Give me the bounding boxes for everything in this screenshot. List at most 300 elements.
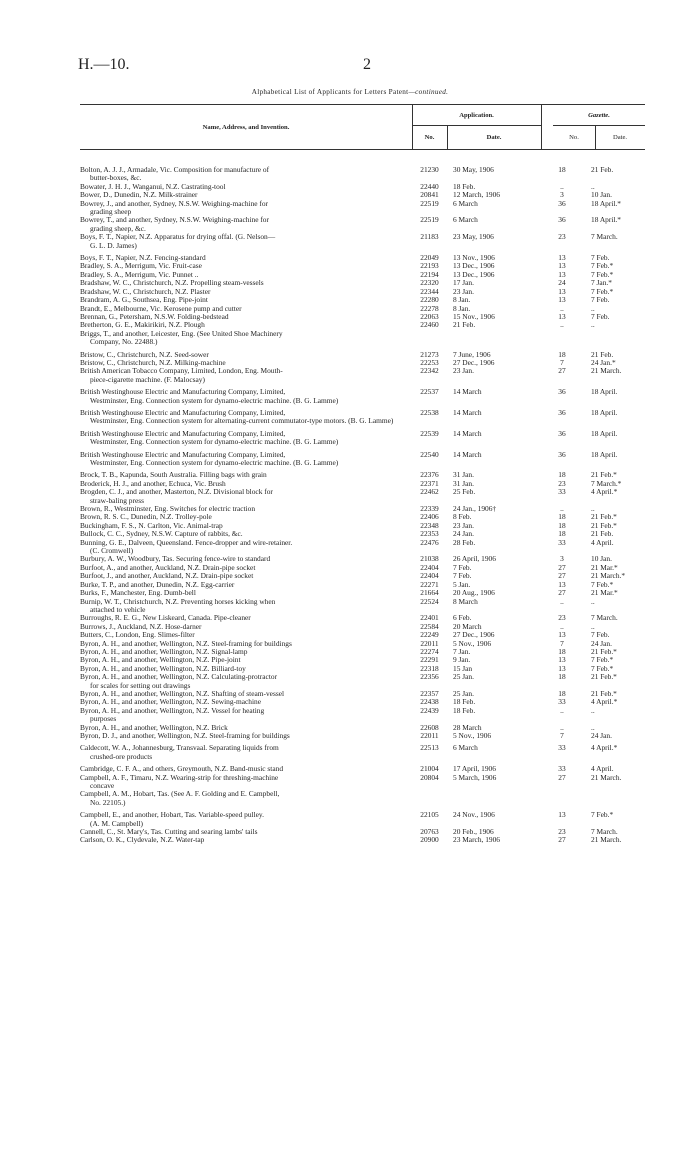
gazette-number: 13 bbox=[558, 286, 566, 296]
applicant-cell bbox=[80, 539, 412, 556]
gazette-number: 27 bbox=[558, 366, 566, 376]
applicant-cell bbox=[80, 774, 412, 791]
gazette-number bbox=[541, 330, 583, 347]
applicant-text-continued: grading sheep, &c. bbox=[90, 223, 146, 233]
application-number: 22404 bbox=[420, 562, 439, 572]
table-row bbox=[80, 166, 645, 183]
applicant-cell bbox=[80, 488, 412, 505]
table-row bbox=[80, 409, 645, 426]
application-date: 13 Nov., 1906 bbox=[453, 253, 495, 263]
application-date: 9 Jan. bbox=[453, 655, 471, 665]
column-header-gazette: Gazette. bbox=[588, 112, 610, 119]
gazette-date: 18 April. bbox=[591, 407, 618, 417]
applicant-cell bbox=[80, 673, 412, 690]
gazette-date: 4 April. bbox=[591, 764, 614, 774]
gazette-number: 18 bbox=[558, 672, 566, 682]
applicant-text: Byron, A. H., and another, Wellington, N.Z. Calculating-protractor bbox=[80, 672, 278, 682]
applicant-text: British Westinghouse Electric and Manufacturing Company, Limited, bbox=[80, 428, 286, 438]
applicant-text: British American Tobacco Company, Limited, London, Eng. Mouth- bbox=[80, 366, 283, 376]
gazette-number: 13 bbox=[558, 810, 566, 820]
applicant-text: Campbell, A. M., Hobart, Tas. (See A. F. Golding and E. Campbell, bbox=[80, 789, 280, 799]
applicant-text: Bristow, C., Christchurch, N.Z. Milking-machine bbox=[80, 357, 226, 367]
application-date: 14 March bbox=[453, 387, 482, 397]
gazette-number: 18 bbox=[558, 165, 566, 174]
table-row bbox=[80, 598, 645, 615]
gazette-number: 13 bbox=[558, 630, 566, 640]
application-number: 22291 bbox=[420, 655, 439, 665]
applicant-text: Byron, A. H., and another, Wellington, N.Z. Signal-lamp bbox=[80, 646, 248, 656]
applicant-cell bbox=[80, 836, 412, 844]
applicant-text-continued: straw-baling press bbox=[90, 495, 144, 505]
application-number: 22348 bbox=[420, 520, 439, 530]
gazette-number: 36 bbox=[558, 215, 566, 225]
application-number: 20900 bbox=[420, 835, 439, 845]
application-number: 22439 bbox=[420, 705, 439, 715]
application-number: 22537 bbox=[420, 387, 439, 397]
gazette-date: 7 Feb.* bbox=[591, 810, 614, 820]
applicant-text: Byron, A. H., and another, Wellington, N.Z. Shafting of steam-vessel bbox=[80, 688, 285, 698]
application-number: 22540 bbox=[420, 449, 439, 459]
gazette-number: .. bbox=[560, 320, 564, 330]
gazette-date: .. bbox=[591, 722, 595, 732]
applicant-text: Brock, T. B., Kapunda, South Australia. Filling bags with grain bbox=[80, 470, 267, 480]
application-date: 8 Jan. bbox=[453, 303, 471, 313]
application-number: 22371 bbox=[420, 478, 439, 488]
table-row bbox=[80, 216, 645, 233]
applicant-text: Campbell, E., and another, Hobart, Tas. Variable-speed pulley. bbox=[80, 810, 264, 820]
application-number: 22318 bbox=[420, 663, 439, 673]
table-row bbox=[80, 330, 645, 347]
applicant-text: Burbury, A. W., Woodbury, Tas. Securing fence-wire to standard bbox=[80, 554, 271, 564]
gazette-date: 18 April. bbox=[591, 387, 618, 397]
applicant-cell bbox=[80, 409, 412, 426]
gazette-date: .. bbox=[591, 504, 595, 514]
gazette-number: 23 bbox=[558, 478, 566, 488]
application-number: 22274 bbox=[420, 646, 439, 656]
gazette-number: 13 bbox=[558, 261, 566, 271]
application-date: 6 March bbox=[453, 743, 478, 753]
gazette-number: .. bbox=[560, 722, 564, 732]
application-number: 21183 bbox=[420, 232, 439, 242]
application-date: 18 Feb. bbox=[453, 697, 476, 707]
application-date: 5 Jan. bbox=[453, 579, 471, 589]
application-date: 8 March bbox=[453, 596, 478, 606]
applicant-cell bbox=[80, 388, 412, 405]
application-date: 13 Dec., 1906 bbox=[453, 269, 495, 279]
applicant-text: Byron, A. H., and another, Wellington, N.Z. Vessel for heating bbox=[80, 705, 265, 715]
gazette-number: 23 bbox=[558, 613, 566, 623]
gazette-number: .. bbox=[560, 303, 564, 313]
table-row bbox=[80, 744, 645, 761]
application-number: 22063 bbox=[420, 311, 439, 321]
column-header-app-no: No. bbox=[424, 134, 435, 141]
table-row bbox=[80, 233, 645, 250]
application-number: 22519 bbox=[420, 215, 439, 225]
applicant-text-continued: crushed-ore products bbox=[90, 751, 153, 761]
applicant-cell bbox=[80, 811, 412, 828]
applicant-text: Boys, F. T., Napier, N.Z. Apparatus for drying offal. (G. Nelson— bbox=[80, 232, 276, 242]
gazette-date: 21 Feb.* bbox=[591, 688, 617, 698]
applicant-text-continued: Westminster, Eng. Connection system for dynamo-electric machine. (B. G. Lamme) bbox=[90, 437, 339, 447]
gazette-number: 33 bbox=[558, 764, 566, 774]
applicant-text: Byron, A. H., and another, Wellington, N.Z. Pipe-joint bbox=[80, 655, 241, 665]
gazette-date: .. bbox=[591, 181, 595, 191]
application-date: 18 Feb. bbox=[453, 181, 476, 191]
application-date: 17 April, 1906 bbox=[453, 764, 496, 774]
applicant-cell bbox=[80, 707, 412, 724]
gazette-date: 21 Mar.* bbox=[591, 588, 618, 598]
gazette-number: 18 bbox=[558, 688, 566, 698]
table-row bbox=[80, 707, 645, 724]
gazette-date: 21 Feb. bbox=[591, 529, 614, 539]
applicant-cell bbox=[80, 451, 412, 468]
gazette-number: 36 bbox=[558, 407, 566, 417]
application-number: 21038 bbox=[420, 554, 439, 564]
page-number: 2 bbox=[363, 56, 371, 73]
applicant-text: Bunning, G. E., Dalveen, Queensland. Fence-dropper and wire-retainer. bbox=[80, 537, 293, 547]
application-date: 23 Jan. bbox=[453, 520, 474, 530]
application-date: 27 Dec., 1906 bbox=[453, 630, 495, 640]
gazette-date: 4 April.* bbox=[591, 743, 618, 753]
gazette-date: 18 April.* bbox=[591, 215, 621, 225]
gazette-number: 13 bbox=[558, 311, 566, 321]
application-date: 31 Jan. bbox=[453, 478, 474, 488]
gazette-number: 33 bbox=[558, 487, 566, 497]
applicant-cell bbox=[80, 430, 412, 447]
gazette-date: 7 March. bbox=[591, 613, 618, 623]
gazette-date: 21 Mar.* bbox=[591, 562, 618, 572]
gazette-number: 33 bbox=[558, 743, 566, 753]
application-number: 22519 bbox=[420, 198, 439, 208]
gazette-date: 7 Feb.* bbox=[591, 663, 614, 673]
applicant-text-continued: butter-boxes, &c. bbox=[90, 173, 142, 183]
table-row bbox=[80, 836, 645, 844]
application-date bbox=[447, 330, 541, 347]
application-date: 6 March bbox=[453, 198, 478, 208]
application-date: 31 Jan. bbox=[453, 470, 474, 480]
applicant-cell bbox=[80, 598, 412, 615]
gazette-date: 7 Feb.* bbox=[591, 579, 614, 589]
applicant-text: Burks, F., Manchester, Eng. Dumb-bell bbox=[80, 588, 196, 598]
applicant-text: Brogden, C. J., and another, Masterton, N.Z. Divisional block for bbox=[80, 487, 273, 497]
applicant-text: Burnip, W. T., Christchurch, N.Z. Preventing horses kicking when bbox=[80, 596, 276, 606]
application-date: 13 Dec., 1906 bbox=[453, 261, 495, 271]
gazette-number: 36 bbox=[558, 449, 566, 459]
column-header-gaz-no: No. bbox=[569, 134, 579, 141]
applicant-text: Bretherton, G. E., Makirikiri, N.Z. Plough bbox=[80, 320, 205, 330]
application-number: 22011 bbox=[420, 731, 439, 740]
gazette-date: 4 April.* bbox=[591, 697, 618, 707]
applicant-cell bbox=[80, 367, 412, 384]
gazette-number: 13 bbox=[558, 295, 566, 305]
gazette-date: 21 Feb.* bbox=[591, 646, 617, 656]
gazette-number: 3 bbox=[560, 190, 564, 200]
application-number: 21664 bbox=[420, 588, 439, 598]
gazette-number: 36 bbox=[558, 198, 566, 208]
applicant-text: Byron, A. H., and another, Wellington, N.Z. Billiard-toy bbox=[80, 663, 246, 673]
gazette-date: 7 Feb. bbox=[591, 295, 610, 305]
gazette-number: 18 bbox=[558, 349, 566, 359]
applicant-cell bbox=[80, 732, 412, 740]
application-date: 15 Jan bbox=[453, 663, 473, 673]
gazette-number: 7 bbox=[560, 731, 564, 740]
application-date: 25 Feb. bbox=[453, 487, 476, 497]
gazette-date: .. bbox=[591, 705, 595, 715]
gazette-number: 23 bbox=[558, 827, 566, 837]
gazette-date: 7 March. bbox=[591, 827, 618, 837]
application-date: 14 March bbox=[453, 428, 482, 438]
application-number: 22357 bbox=[420, 688, 439, 698]
application-number: 21004 bbox=[420, 764, 439, 774]
application-date: 6 March bbox=[453, 215, 478, 225]
gazette-date: .. bbox=[591, 303, 595, 313]
column-header-name: Name, Address, and Invention. bbox=[202, 124, 290, 131]
applicant-text-continued: for scales for setting out drawings bbox=[90, 680, 191, 690]
table-row bbox=[80, 200, 645, 217]
gazette-number: 33 bbox=[558, 697, 566, 707]
gazette-date: 21 Feb.* bbox=[591, 520, 617, 530]
table-row bbox=[80, 732, 645, 740]
applicant-text-continued: purposes bbox=[90, 714, 117, 724]
application-number: 22406 bbox=[420, 512, 439, 522]
gazette-date: 7 Feb.* bbox=[591, 269, 614, 279]
application-number: 22584 bbox=[420, 621, 439, 631]
application-date: 24 Nov., 1906 bbox=[453, 810, 495, 820]
application-number: 22440 bbox=[420, 181, 439, 191]
gazette-date: 21 March. bbox=[591, 366, 622, 376]
applicant-text: Byron, A. H., and another, Wellington, N.Z. Brick bbox=[80, 722, 228, 732]
application-date: 23 March, 1906 bbox=[453, 835, 501, 845]
gazette-number: 27 bbox=[558, 772, 566, 782]
gazette-date: 10 Jan. bbox=[591, 554, 612, 564]
gazette-number: .. bbox=[560, 596, 564, 606]
applicant-text: Boys, F. T., Napier, N.Z. Fencing-standard bbox=[80, 253, 206, 263]
applicant-text: Cambridge, C. F. A., and others, Greymouth, N.Z. Band-music stand bbox=[80, 764, 284, 774]
applicant-text: Burfoot, J., and another, Auckland, N.Z. Drain-pipe socket bbox=[80, 571, 254, 581]
applicant-text-continued: G. L. D. James) bbox=[90, 240, 137, 250]
gazette-date: 10 Jan. bbox=[591, 190, 612, 200]
applicant-text: Byron, A. H., and another, Wellington, N.Z. Sewing-machine bbox=[80, 697, 262, 707]
application-date: 20 Feb., 1906 bbox=[453, 827, 494, 837]
gazette-date: 21 Feb. bbox=[591, 165, 614, 174]
applicant-text: British Westinghouse Electric and Manufacturing Company, Limited, bbox=[80, 387, 286, 397]
gazette-number: 18 bbox=[558, 470, 566, 480]
application-number: 22194 bbox=[420, 269, 439, 279]
application-number: 22539 bbox=[420, 428, 439, 438]
applicant-text-continued: attached to vehicle bbox=[90, 604, 146, 614]
application-number: 22105 bbox=[420, 810, 439, 820]
gazette-date: 21 Feb.* bbox=[591, 512, 617, 522]
applicant-cell bbox=[80, 744, 412, 761]
applicant-cell bbox=[80, 200, 412, 217]
applicant-text-continued: Westminster, Eng. Connection system for dynamo-electric machine. (B. G. Lamme) bbox=[90, 395, 339, 405]
gazette-number: 27 bbox=[558, 588, 566, 598]
application-date: 18 Feb. bbox=[453, 705, 476, 715]
applicant-text-continued: Westminster, Eng. Connection system for dynamo-electric machine. (B. G. Lamme) bbox=[90, 458, 339, 467]
application-date: 6 Feb. bbox=[453, 613, 472, 623]
gazette-date: 7 March. bbox=[591, 232, 618, 242]
table-row bbox=[80, 790, 645, 807]
application-number: 21230 bbox=[420, 165, 439, 174]
gazette-number: .. bbox=[560, 705, 564, 715]
applicant-cell bbox=[80, 166, 412, 183]
application-number: 20763 bbox=[420, 827, 439, 837]
gazette-number: 24 bbox=[558, 278, 566, 288]
application-date: 5 Nov., 1906 bbox=[453, 638, 492, 648]
table-body bbox=[80, 166, 645, 845]
application-number: 22011 bbox=[420, 638, 439, 648]
gazette-number: 13 bbox=[558, 579, 566, 589]
table-row bbox=[80, 774, 645, 791]
gazette-number: .. bbox=[560, 504, 564, 514]
page-title: Alphabetical List of Applicants for Letters Patent—continued. bbox=[251, 88, 449, 96]
gazette-number: 33 bbox=[558, 537, 566, 547]
applicant-text: Burroughs, R. E. G., New Liskeard, Canada. Pipe-cleaner bbox=[80, 613, 251, 623]
application-date: 14 March bbox=[453, 449, 482, 459]
applicant-text: Butters, C., London, Eng. Slimes-filter bbox=[80, 630, 195, 640]
applicant-text: British Westinghouse Electric and Manufacturing Company, Limited, bbox=[80, 407, 286, 417]
gazette-number: 27 bbox=[558, 571, 566, 581]
application-number: 22438 bbox=[420, 697, 439, 707]
gazette-date: 4 April. bbox=[591, 537, 614, 547]
gazette-date: 7 Feb.* bbox=[591, 655, 614, 665]
gazette-date: .. bbox=[591, 621, 595, 631]
gazette-date: 21 March. bbox=[591, 835, 622, 845]
application-date: 12 March, 1906 bbox=[453, 190, 501, 200]
gazette-number: .. bbox=[560, 621, 564, 631]
gazette-date: 21 Feb.* bbox=[591, 470, 617, 480]
gazette-date: 7 Feb.* bbox=[591, 261, 614, 271]
table-row bbox=[80, 488, 645, 505]
gazette-date: 7 Feb. bbox=[591, 311, 610, 321]
application-number: 22476 bbox=[420, 537, 439, 547]
application-date: 21 Feb. bbox=[453, 320, 476, 330]
application-date: 8 Jan. bbox=[453, 295, 471, 305]
gazette-date: .. bbox=[591, 596, 595, 606]
applicant-text-continued: Westminster, Eng. Connection system for alternating-current commutator-type motors. (B. G. Lamme) bbox=[90, 416, 394, 426]
application-number: 20804 bbox=[420, 772, 439, 782]
application-date: 25 Jan. bbox=[453, 688, 474, 698]
application-number: 22353 bbox=[420, 529, 439, 539]
gazette-date: 18 April. bbox=[591, 428, 618, 438]
page-code: H.—10. bbox=[78, 56, 130, 73]
applicant-cell bbox=[80, 330, 412, 347]
applicant-text: Brandram, A. G., Southsea, Eng. Pipe-joint bbox=[80, 295, 208, 305]
applicant-text: Bradley, S. A., Merrigum, Vic. Fruit-case bbox=[80, 261, 202, 271]
application-date: 8 Feb. bbox=[453, 512, 472, 522]
application-date: 7 June, 1906 bbox=[453, 349, 491, 359]
gazette-date: 21 Feb. bbox=[591, 349, 614, 359]
applicant-cell bbox=[80, 233, 412, 250]
application-date bbox=[447, 790, 541, 807]
application-date: 5 Nov., 1906 bbox=[453, 731, 492, 740]
applicant-text: Byron, D. J., and another, Wellington, N.Z. Steel-framing for buildings bbox=[80, 731, 290, 740]
applicant-text: Bowrey, J., and another, Sydney, N.S.W. Weighing-machine for bbox=[80, 198, 269, 208]
gazette-number: 23 bbox=[558, 232, 566, 242]
application-number: 22278 bbox=[420, 303, 439, 313]
table-row bbox=[80, 539, 645, 556]
gazette-date: 21 March. bbox=[591, 772, 622, 782]
applicant-text: Bower, D., Dunedin, N.Z. Milk-strainer bbox=[80, 190, 198, 200]
application-number: 22513 bbox=[420, 743, 439, 753]
application-date: 26 April, 1906 bbox=[453, 554, 496, 564]
gazette-date: 4 April.* bbox=[591, 487, 618, 497]
gazette-date: 7 Jan.* bbox=[591, 278, 612, 288]
gazette-date: 18 April.* bbox=[591, 198, 621, 208]
application-date: 24 Jan., 1906† bbox=[453, 504, 497, 514]
gazette-number: 27 bbox=[558, 835, 566, 845]
application-number: 22320 bbox=[420, 278, 439, 288]
table-row bbox=[80, 430, 645, 447]
table-row bbox=[80, 673, 645, 690]
application-date: 23 Jan. bbox=[453, 286, 474, 296]
application-number: 22280 bbox=[420, 295, 439, 305]
applicant-text-continued: (C. Cromwell) bbox=[90, 546, 134, 556]
table-row bbox=[80, 367, 645, 384]
applicant-text: Bullock, C. C., Sydney, N.S.W. Capture of rabbits, &c. bbox=[80, 529, 243, 539]
applicant-text: Burfoot, A., and another, Auckland, N.Z. Drain-pipe socket bbox=[80, 562, 256, 572]
applicant-text-continued: No. 22105.) bbox=[90, 797, 126, 807]
application-number: 22193 bbox=[420, 261, 439, 271]
application-date: 20 Aug., 1906 bbox=[453, 588, 495, 598]
application-date: 23 May, 1906 bbox=[453, 232, 494, 242]
gazette-number: 18 bbox=[558, 520, 566, 530]
application-number: 20841 bbox=[420, 190, 439, 200]
applicant-text: Bowrey, T., and another, Sydney, N.S.W. Weighing-machine for bbox=[80, 215, 269, 225]
gazette-number: 7 bbox=[560, 638, 564, 648]
applicant-text: Brennan, G., Petersham, N.S.W. Folding-bedstead bbox=[80, 311, 229, 321]
gazette-date: 21 March.* bbox=[591, 571, 626, 581]
application-date: 7 Jan. bbox=[453, 646, 471, 656]
application-number: 22339 bbox=[420, 504, 439, 514]
applicant-text: Brown, R. S. C., Dunedin, N.Z. Trolley-pole bbox=[80, 512, 212, 522]
gazette-number: 18 bbox=[558, 512, 566, 522]
gazette-date: 21 Feb.* bbox=[591, 672, 617, 682]
gazette-date: 24 Jan.* bbox=[591, 357, 616, 367]
application-date: 7 Feb. bbox=[453, 562, 472, 572]
column-header-gaz-date: Date. bbox=[612, 134, 628, 141]
applicant-text: Byron, A. H., and another, Wellington, N.Z. Steel-framing for buildings bbox=[80, 638, 292, 648]
application-number: 22460 bbox=[420, 320, 439, 330]
gazette-number bbox=[541, 790, 583, 807]
applicant-text: Campbell, A. F., Timaru, N.Z. Wearing-strip for threshing-machine bbox=[80, 772, 279, 782]
applicant-text-continued: (A. M. Campbell) bbox=[90, 818, 143, 828]
applicant-text: Bradley, S. A., Merrigum, Vic. Punnet .. bbox=[80, 269, 199, 279]
gazette-number: .. bbox=[560, 181, 564, 191]
applicant-cell bbox=[80, 790, 412, 807]
applicant-text-continued: piece-cigarette machine. (F. Malocsay) bbox=[90, 374, 205, 384]
application-number: 22462 bbox=[420, 487, 439, 497]
application-number: 22249 bbox=[420, 630, 439, 640]
application-date: 28 March bbox=[453, 722, 482, 732]
application-date: 30 May, 1906 bbox=[453, 165, 494, 174]
application-number: 21273 bbox=[420, 349, 439, 359]
gazette-number: 3 bbox=[560, 554, 564, 564]
applicant-text: Burrows, J., Auckland, N.Z. Hose-darner bbox=[80, 621, 202, 631]
applicant-text: Cannell, C., St. Mary's, Tas. Cutting and searing lambs' tails bbox=[80, 827, 258, 837]
applicant-text: Burke, T. P., and another, Dunedin, N.Z. Egg-carrier bbox=[80, 579, 235, 589]
application-date: 7 Feb. bbox=[453, 571, 472, 581]
table-row bbox=[80, 388, 645, 405]
gazette-number: 13 bbox=[558, 663, 566, 673]
table-row bbox=[80, 811, 645, 828]
gazette-date: 7 March.* bbox=[591, 478, 622, 488]
column-header-application: Application. bbox=[459, 112, 494, 119]
applicant-text-continued: grading sheep bbox=[90, 207, 132, 217]
applicant-text: Brown, R., Westminster, Eng. Switches for electric traction bbox=[80, 504, 256, 514]
application-number bbox=[412, 330, 447, 347]
table-row bbox=[80, 451, 645, 468]
